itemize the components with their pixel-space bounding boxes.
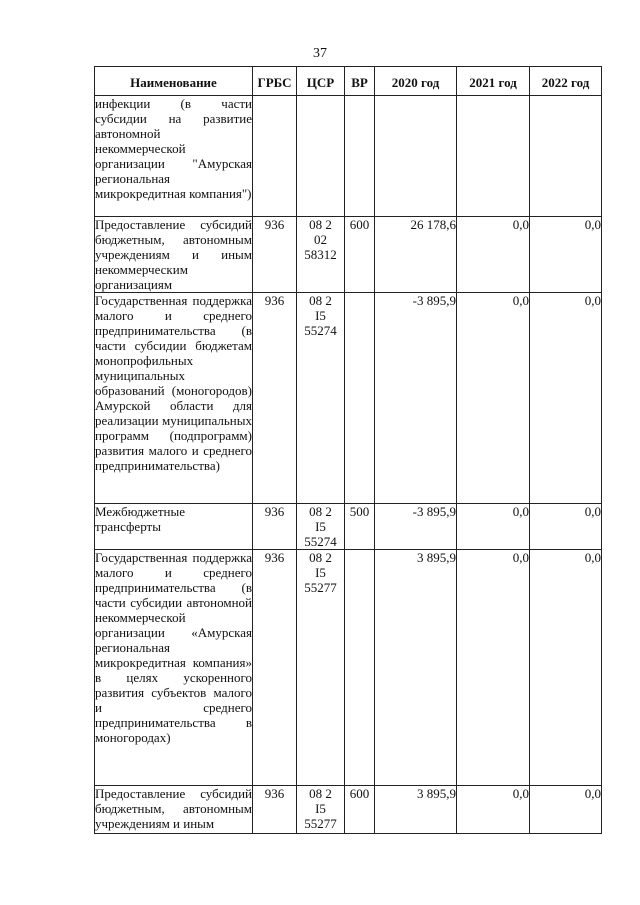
header-2022: 2022 год bbox=[530, 67, 602, 96]
row-grbs: 936 bbox=[253, 293, 297, 504]
row-2022: 0,0 bbox=[530, 550, 602, 786]
csr-part: 08 2 bbox=[309, 293, 332, 308]
row-name: инфекции (в части субсидии на развитие автономной некоммерческой организации "Амурская региональная микрокредитная компания") bbox=[95, 96, 253, 217]
csr-part: I5 bbox=[315, 565, 326, 580]
row-csr bbox=[297, 293, 345, 504]
row-2020: 3 895,9 bbox=[375, 786, 457, 834]
table-row bbox=[95, 550, 602, 786]
row-2020: -3 895,9 bbox=[375, 504, 457, 550]
csr-part: 55274 bbox=[304, 323, 337, 338]
row-2020: 26 178,6 bbox=[375, 217, 457, 293]
row-csr bbox=[297, 96, 345, 217]
row-2022: 0,0 bbox=[530, 293, 602, 504]
row-2020: -3 895,9 bbox=[375, 293, 457, 504]
csr-part: 08 2 bbox=[309, 217, 332, 232]
row-2022: 0,0 bbox=[530, 217, 602, 293]
header-grbs: ГРБС bbox=[253, 67, 297, 96]
row-name: Государственная поддержка малого и среднего предпринимательства (в части субсидии автономной некоммерческой организации «Амурская региональная микрокредитная компания» в целях ускоренного развития субъектов малого и среднего предпринимательства в моногородах) bbox=[95, 550, 253, 786]
csr-part: 08 2 bbox=[309, 786, 332, 801]
row-csr bbox=[297, 786, 345, 834]
row-grbs bbox=[253, 96, 297, 217]
row-grbs: 936 bbox=[253, 217, 297, 293]
header-csr: ЦСР bbox=[297, 67, 345, 96]
row-grbs: 936 bbox=[253, 550, 297, 786]
header-2021: 2021 год bbox=[457, 67, 530, 96]
table-row bbox=[95, 293, 602, 504]
row-2021: 0,0 bbox=[457, 504, 530, 550]
page-number: 37 bbox=[313, 46, 327, 61]
csr-part: 58312 bbox=[304, 247, 337, 262]
row-2022: 0,0 bbox=[530, 786, 602, 834]
table-row bbox=[95, 504, 602, 550]
csr-part: 02 bbox=[314, 232, 327, 247]
row-vr bbox=[345, 293, 375, 504]
row-csr bbox=[297, 550, 345, 786]
row-2021: 0,0 bbox=[457, 786, 530, 834]
row-grbs: 936 bbox=[253, 786, 297, 834]
row-2021: 0,0 bbox=[457, 217, 530, 293]
csr-part: 55274 bbox=[304, 534, 337, 549]
row-2021: 0,0 bbox=[457, 550, 530, 786]
row-vr bbox=[345, 550, 375, 786]
row-2022: 0,0 bbox=[530, 504, 602, 550]
table-row bbox=[95, 786, 602, 834]
row-grbs: 936 bbox=[253, 504, 297, 550]
row-name: Государственная поддержка малого и среднего предпринимательства (в части субсидии бюджетам монопрофильных муниципальных образований (моногородов) Амурской области для реализации муниципальных программ (подпрограмм) развития малого и среднего предпринимательства) bbox=[95, 293, 253, 504]
table-row bbox=[95, 96, 602, 217]
table-header-row bbox=[95, 67, 602, 96]
row-name: Предоставление субсидий бюджетным, автономным учреждениям и иным bbox=[95, 786, 253, 834]
row-vr: 500 bbox=[345, 504, 375, 550]
row-csr bbox=[297, 217, 345, 293]
row-2020 bbox=[375, 96, 457, 217]
row-vr: 600 bbox=[345, 217, 375, 293]
row-name: Предоставление субсидий бюджетным, автономным учреждениям и иным некоммерческим организациям bbox=[95, 217, 252, 292]
row-vr bbox=[345, 96, 375, 217]
row-vr: 600 bbox=[345, 786, 375, 834]
csr-part: I5 bbox=[315, 308, 326, 323]
csr-part: 55277 bbox=[304, 580, 337, 595]
header-name: Наименование bbox=[95, 67, 253, 96]
csr-part: 08 2 bbox=[309, 550, 332, 565]
header-2020: 2020 год bbox=[375, 67, 457, 96]
row-name: Межбюджетные трансферты bbox=[95, 504, 253, 550]
table-row bbox=[95, 217, 602, 293]
csr-part: 08 2 bbox=[309, 504, 332, 519]
row-csr bbox=[297, 504, 345, 550]
row-2020: 3 895,9 bbox=[375, 550, 457, 786]
row-2022 bbox=[530, 96, 602, 217]
csr-part: I5 bbox=[315, 519, 326, 534]
csr-part: I5 bbox=[315, 801, 326, 816]
budget-table bbox=[94, 66, 602, 834]
header-vr: ВР bbox=[345, 67, 375, 96]
row-2021: 0,0 bbox=[457, 293, 530, 504]
csr-part: 55277 bbox=[304, 816, 337, 831]
row-2021 bbox=[457, 96, 530, 217]
